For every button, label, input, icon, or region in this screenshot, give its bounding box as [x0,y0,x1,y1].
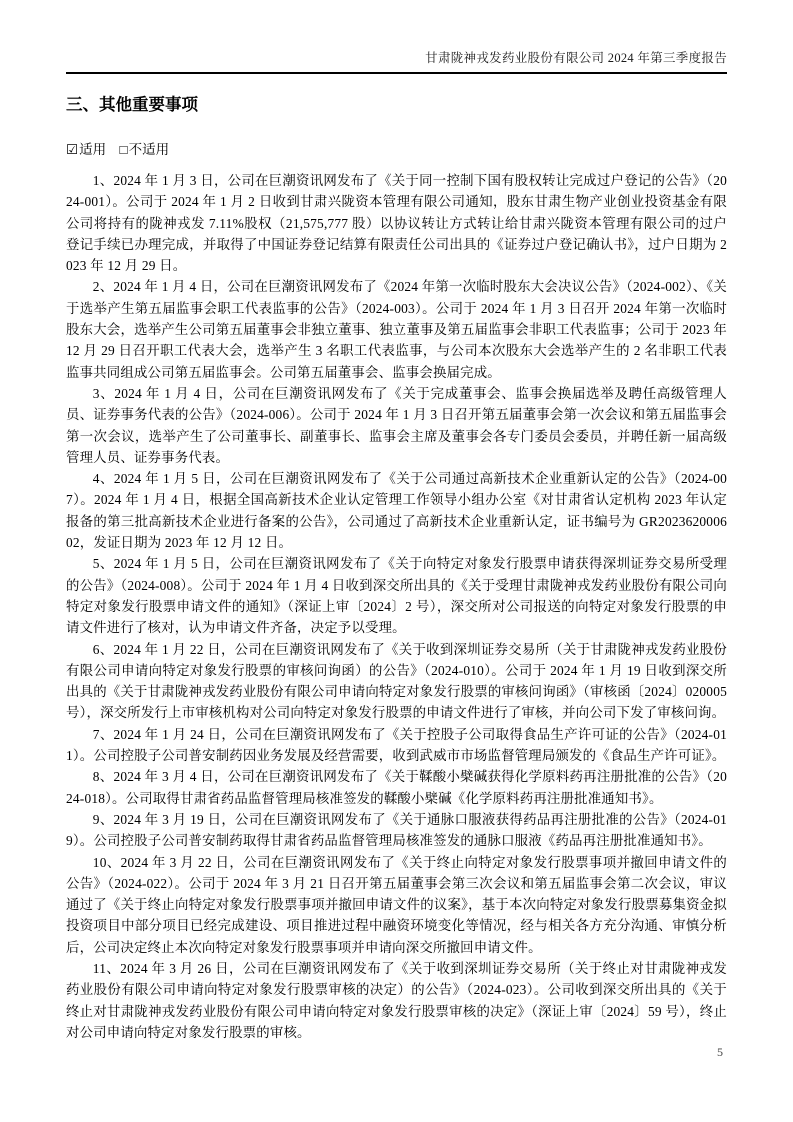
report-paragraph: 11、2024 年 3 月 26 日，公司在巨潮资讯网发布了《关于收到深圳证券交易所（关于终止对甘肃陇神戎发药业股份有限公司申请向特定对象发行股票审核的决定）的公告》（2024-023）。公司收到深交所出具的《关于终止对甘肃陇神戎发药业股份有限公司申请向特定对象发行股票审核的决定》（深证上审〔2024〕59 号），终止对公司申请向特定对象发行股票的审核。 [66,960,727,1040]
report-paragraph: 1、2024 年 1 月 3 日，公司在巨潮资讯网发布了《关于同一控制下国有股权转让完成过户登记的公告》（2024-001）。公司于 2024 年 1 月 2 日收到甘肃兴陇资本管理有限公司通知，股东甘肃生物产业创业投资基金有限公司将持有的陇神戎发 7.11%股权（21,575,777 股）以协议转让方式转让给甘肃兴陇资本管理有限公司的过户登记手续已办理完成，并取得了中国证券登记结算有限责任公司出具的《证券过户登记确认书》，过户日期为 2023 年 12 月 29 日。 [66,173,727,274]
report-paragraph: 4、2024 年 1 月 5 日，公司在巨潮资讯网发布了《关于公司通过高新技术企业重新认定的公告》（2024-007）。2024 年 1 月 4 日，根据全国高新技术企业认定管理工作领导小组办公室《对甘肃省认定机构 2023 年认定报备的第三批高新技术企业进行备案的公告》，公司通过了高新技术企业重新认定，证书编号为 GR202362000602，发证日期为 2023 年 12 月 12 日。 [66,471,727,551]
not-applicable-option[interactable] [119,142,169,157]
page-header [66,0,727,67]
report-paragraph: 9、2024 年 3 月 19 日，公司在巨潮资讯网发布了《关于通脉口服液获得药品再注册批准的公告》（2024-019）。公司控股子公司普安制药取得甘肃省药品监督管理局核准签发的通脉口服液《药品再注册批准通知书》。 [66,811,727,849]
report-paragraph: 3、2024 年 1 月 4 日，公司在巨潮资讯网发布了《关于完成董事会、监事会换届选举及聘任高级管理人员、证券事务代表的公告》（2024-006）。公司于 2024 年 1 月 3 日召开第五届董事会第一次会议和第五届监事会第一次会议，选举产生了公司董事长、副董事长、监事会主席及董事会各专门委员会委员，并聘任新一届高级管理人员、证券事务代表。 [66,385,727,465]
report-paragraph: 10、2024 年 3 月 22 日，公司在巨潮资讯网发布了《关于终止向特定对象发行股票事项并撤回申请文件的公告》（2024-022）。公司于 2024 年 3 月 21 日召开第五届董事会第三次会议和第五届监事会第二次会议，审议通过了《关于终止向特定对象发行股票事项并撤回申请文件的议案》，基于本次向特定对象发行股票募集资金拟投资项目中部分项目已经完成建设、项目推进过程中融资环境变化等情况，经与相关各方充分沟通、审慎分析后，公司决定终止本次向特定对象发行股票事项并申请向深交所撤回申请文件。 [66,854,727,955]
report-paragraph: 8、2024 年 3 月 4 日，公司在巨潮资讯网发布了《关于鞣酸小檗碱获得化学原料药再注册批准的公告》（2024-018）。公司取得甘肃省药品监督管理局核准签发的鞣酸小檗碱《化学原料药再注册批准通知书》。 [66,769,727,806]
report-paragraph: 5、2024 年 1 月 5 日，公司在巨潮资讯网发布了《关于向特定对象发行股票申请获得深圳证券交易所受理的公告》（2024-008）。公司于 2024 年 1 月 4 日收到深交所出具的《关于受理甘肃陇神戎发药业股份有限公司向特定对象发行股票申请文件的通知》（深证上审〔2024〕2 号），深交所对公司报送的向特定对象发行股票的申请文件进行了核对，认为申请文件齐备，决定予以受理。 [66,556,727,636]
checked-checkbox-icon[interactable]: ☑ [66,142,79,157]
report-paragraph: 7、2024 年 1 月 24 日，公司在巨潮资讯网发布了《关于控股子公司取得食品生产许可证的公告》（2024-011）。公司控股子公司普安制药因业务发展及经营需要，收到武威市市场监督管理局颁发的《食品生产许可证》。 [66,726,727,764]
applicability-row [66,141,727,159]
report-paragraph: 2、2024 年 1 月 4 日，公司在巨潮资讯网发布了《2024 年第一次临时股东大会决议公告》（2024-002）、《关于选举产生第五届监事会职工代表监事的公告》（2024-003）。公司于 2024 年 1 月 3 日召开 2024 年第一次临时股东大会，选举产生公司第五届董事会非独立董事、独立董事及第五届监事会非职工代表监事；公司于 2023 年 12 月 29 日召开职工代表大会，选举产生 3 名职工代表监事，与公司本次股东大会选举产生的 2 名非职工代表监事共同组成公司第五届监事会。公司第五届董事会、监事会换届完成。 [66,279,727,380]
page-number: 5 [717,1045,723,1059]
not-applicable-label: 不适用 [128,142,170,157]
unchecked-checkbox-icon[interactable]: □ [119,142,128,157]
applicable-option[interactable] [66,142,106,157]
section-title: 三、其他重要事项 [66,95,198,114]
applicable-label: 适用 [79,142,107,157]
header-title: 甘肃陇神戎发药业股份有限公司 2024 年第三季度报告 [425,51,727,65]
report-paragraph: 6、2024 年 1 月 22 日，公司在巨潮资讯网发布了《关于收到深圳证券交易所（关于甘肃陇神戎发药业股份有限公司申请向特定对象发行股票的审核问询函）的公告》（2024-010）。公司于 2024 年 1 月 19 日收到深交所出具的《关于甘肃陇神戎发药业股份有限公司申请向特定对象发行股票的审核问询函》（审核函〔2024〕020005 号），深交所发行上市审核机构对公司向特定对象发行股票的申请文件进行了审核，并向公司下发了审核问询。 [66,641,727,721]
header-rule [66,72,727,74]
report-body [66,170,727,1043]
